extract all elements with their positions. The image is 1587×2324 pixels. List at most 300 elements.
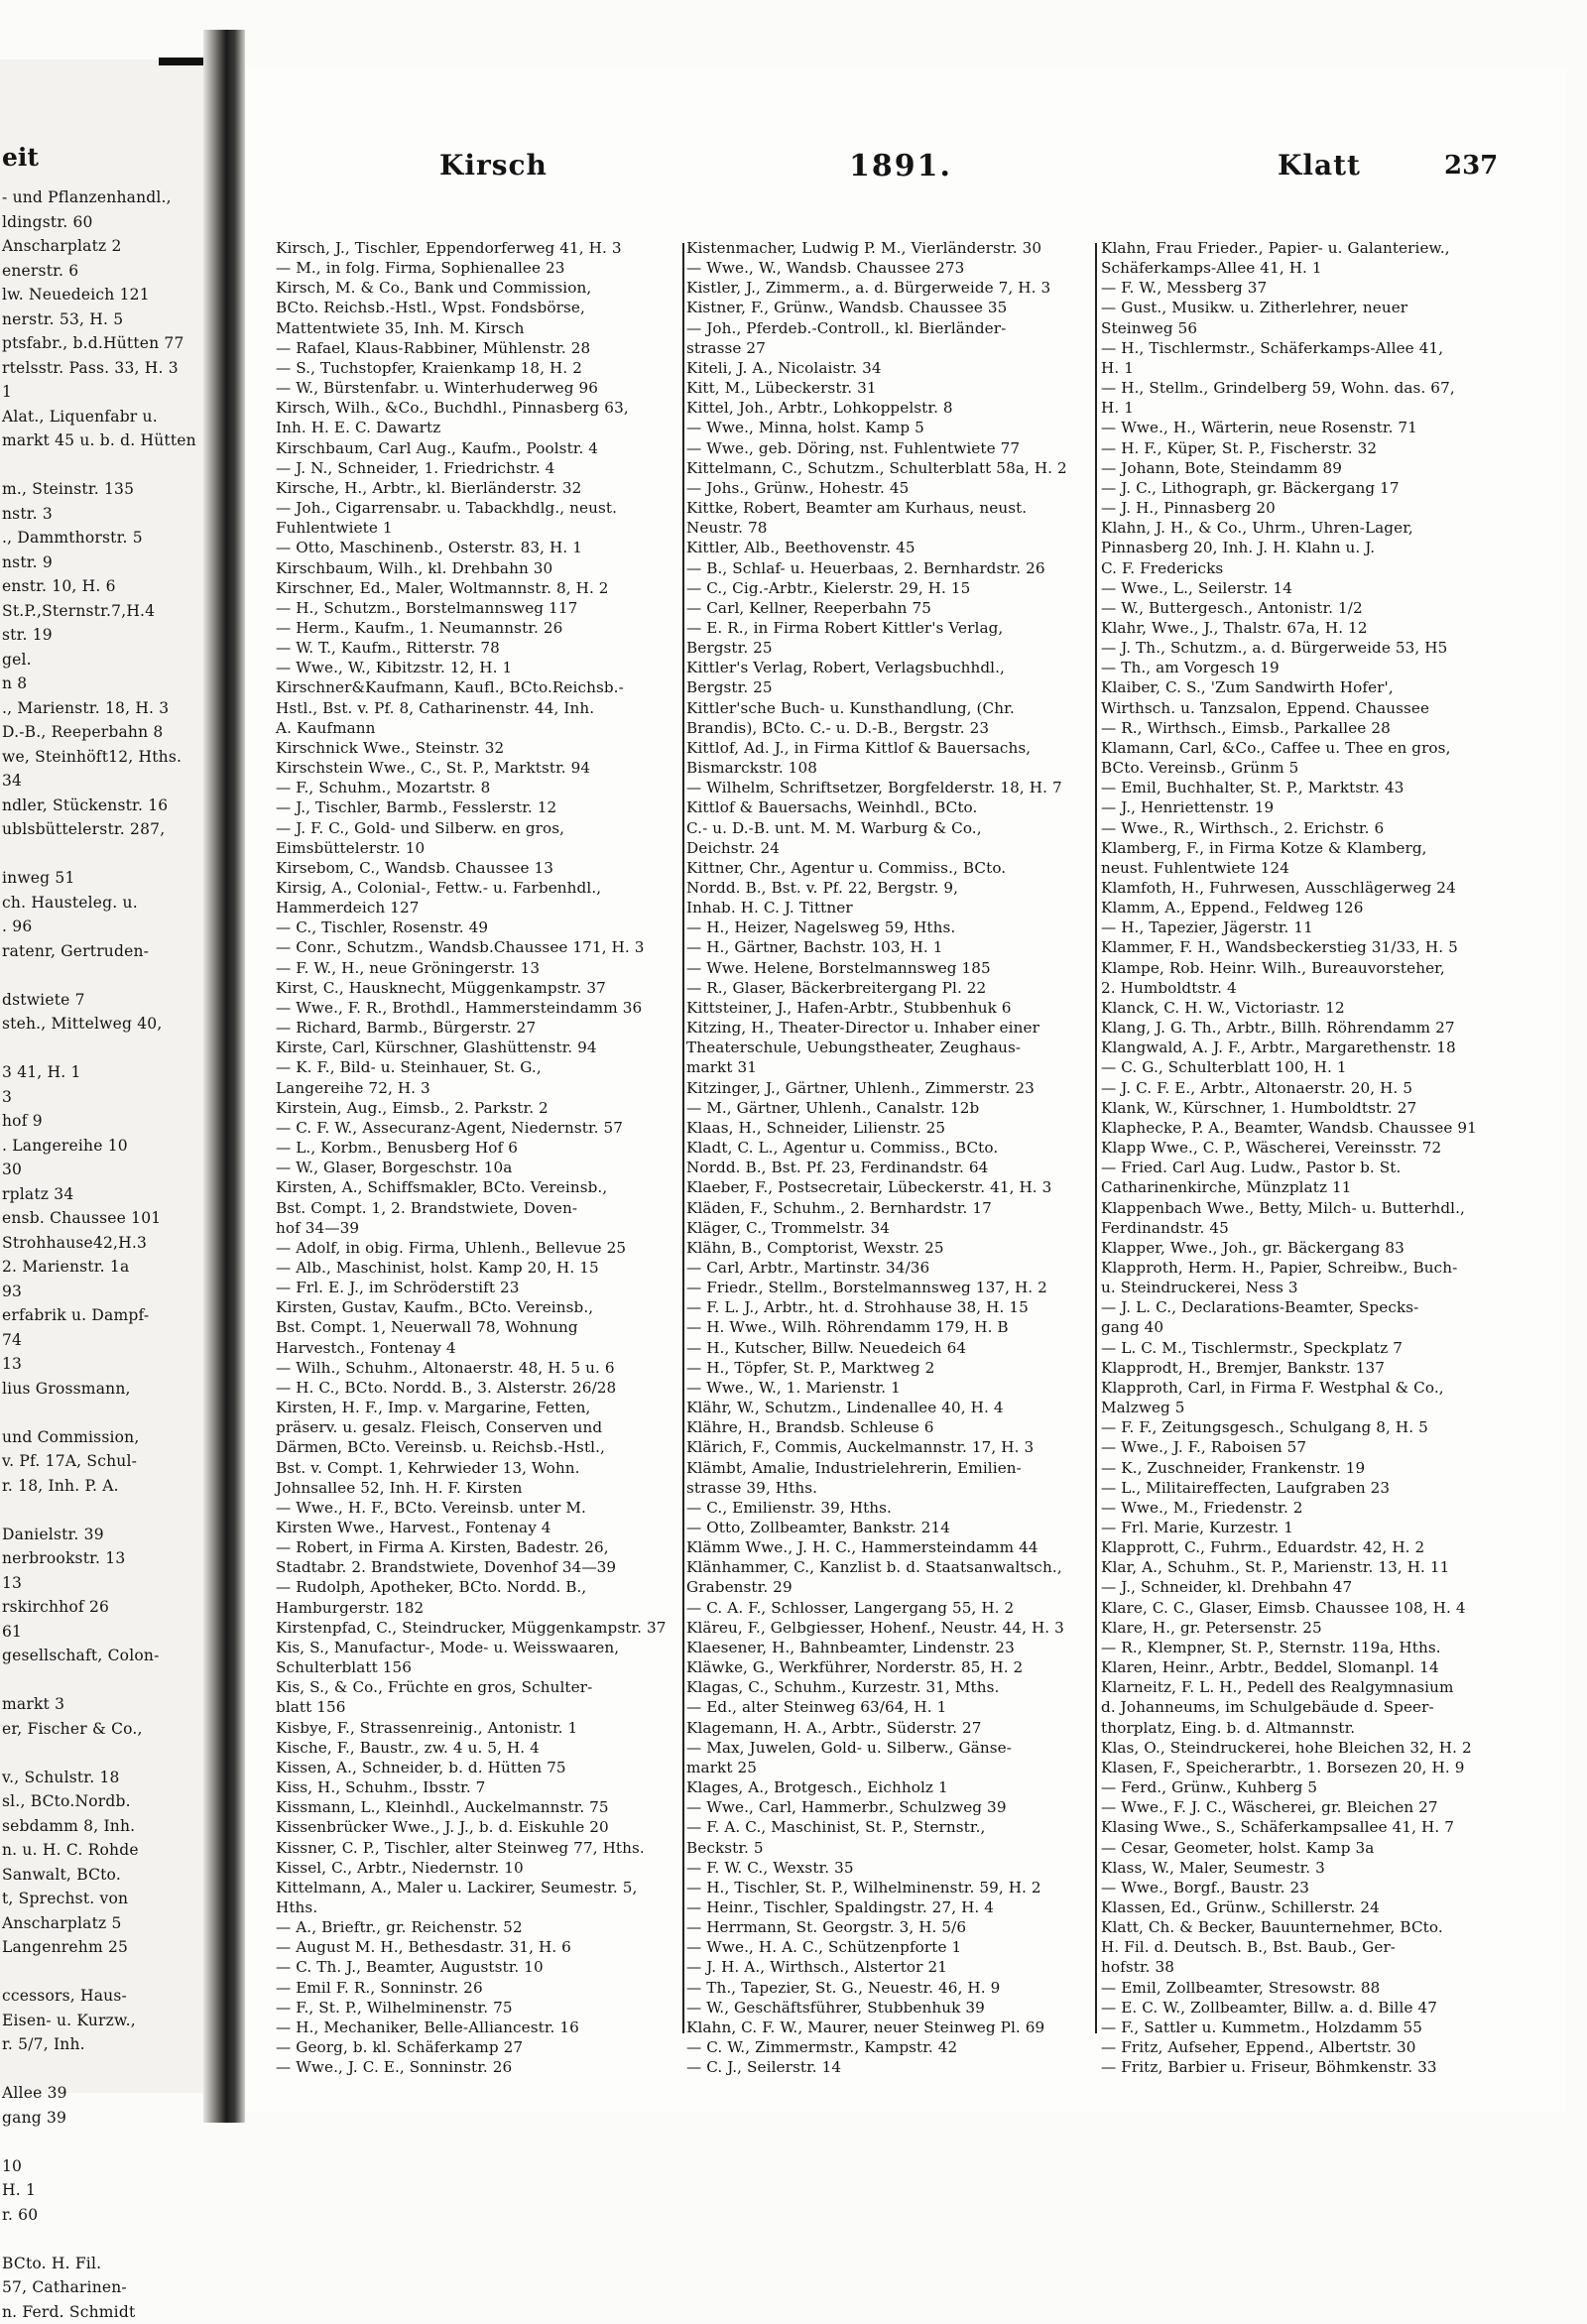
directory-entry-line: Inhab. H. C. J. Tittner — [686, 898, 1091, 917]
directory-entry-line: Klages, A., Brotgesch., Eichholz 1 — [686, 1777, 1091, 1797]
book-gutter — [203, 30, 245, 2123]
directory-entry-line: — W., Glaser, Borgeschstr. 10a — [276, 1158, 682, 1177]
directory-entry-line: Johnsallee 52, Inh. H. F. Kirsten — [276, 1478, 682, 1498]
directory-entry-line: — Conr., Schutzm., Wandsb.Chaussee 171, H. 3 — [276, 937, 682, 957]
directory-entry-line: Klapprott, C., Fuhrm., Eduardstr. 42, H. 2 — [1101, 1537, 1533, 1557]
directory-entry-line: — W. T., Kaufm., Ritterstr. 78 — [276, 638, 682, 658]
directory-entry-line: — J. N., Schneider, 1. Friedrichstr. 4 — [276, 458, 682, 478]
directory-entry-line: — Wwe., J. F., Raboisen 57 — [1101, 1437, 1533, 1457]
directory-entry-line: H. 1 — [1101, 358, 1533, 378]
facing-page-line: ratenr, Gertruden- — [2, 939, 200, 964]
directory-entry-line: H. Fil. d. Deutsch. B., Bst. Baub., Ger- — [1101, 1937, 1533, 1957]
directory-entry-line: Kittlof & Bauersachs, Weinhdl., BCto. — [686, 797, 1091, 817]
directory-entry-line: — H., Kutscher, Billw. Neuedeich 64 — [686, 1338, 1091, 1358]
directory-entry-line: Fuhlentwiete 1 — [276, 518, 682, 538]
directory-entry-line: Kittlof, Ad. J., in Firma Kittlof & Bauersachs, — [686, 738, 1091, 758]
facing-page-line: 57, Catharinen- — [2, 2275, 200, 2300]
facing-page-line — [2, 963, 200, 988]
directory-entry-line: — H., Heizer, Nagelsweg 59, Hths. — [686, 917, 1091, 937]
directory-entry-line: — C., Cig.-Arbtr., Kielerstr. 29, H. 15 — [686, 578, 1091, 598]
directory-entry-line: Klahn, Frau Frieder., Papier- u. Galanteriew., — [1101, 238, 1533, 258]
directory-entry-line: Klamm, A., Eppend., Feldweg 126 — [1101, 898, 1533, 917]
directory-entry-line: — Wwe., W., Kibitzstr. 12, H. 1 — [276, 658, 682, 677]
facing-page-line: lius Grossmann, — [2, 1377, 200, 1402]
directory-entry-line: — W., Buttergesch., Antonistr. 1/2 — [1101, 598, 1533, 618]
directory-entry-line: — J., Schneider, kl. Drehbahn 47 — [1101, 1577, 1533, 1597]
directory-entry-line: Hamburgerstr. 182 — [276, 1598, 682, 1618]
directory-entry-line: Grabenstr. 29 — [686, 1577, 1091, 1597]
facing-page-line: ldingstr. 60 — [2, 210, 200, 235]
facing-page-line: enstr. 10, H. 6 — [2, 574, 200, 599]
facing-page-line — [2, 1960, 200, 1985]
directory-entry-line: — Wwe., Carl, Hammerbr., Schulzweg 39 — [686, 1797, 1091, 1817]
facing-page-line: 74 — [2, 1328, 200, 1353]
directory-entry-line: — Wwe., L., Seilerstr. 14 — [1101, 578, 1533, 598]
facing-page-line — [2, 453, 200, 478]
facing-page-line: ccessors, Haus- — [2, 1984, 200, 2009]
facing-page-line: 13 — [2, 1352, 200, 1377]
directory-entry-line: — Wilh., Schuhm., Altonaerstr. 48, H. 5 u. 6 — [276, 1358, 682, 1378]
directory-entry-line: Kis, S., & Co., Früchte en gros, Schulter- — [276, 1677, 682, 1697]
directory-entry-line: — F., St. P., Wilhelminenstr. 75 — [276, 1998, 682, 2018]
directory-entry-line: Kirsch, Wilh., &Co., Buchdhl., Pinnasberg 63, — [276, 398, 682, 418]
directory-entry-line: Klagas, C., Schuhm., Kurzestr. 31, Mths. — [686, 1677, 1091, 1697]
directory-entry-line: — F. W., Messberg 37 — [1101, 278, 1533, 298]
directory-entry-line: — W., Bürstenfabr. u. Winterhuderweg 96 — [276, 378, 682, 398]
directory-entry-line: — W., Geschäftsführer, Stubbenhuk 39 — [686, 1998, 1091, 2018]
directory-entry-line: markt 31 — [686, 1057, 1091, 1077]
directory-entry-line: — F., Schuhm., Mozartstr. 8 — [276, 778, 682, 797]
facing-page-line: D.-B., Reeperbahn 8 — [2, 720, 200, 745]
directory-column-1 — [276, 238, 682, 2077]
directory-entry-line: — Wwe., Minna, holst. Kamp 5 — [686, 418, 1091, 437]
facing-page-line: Anscharplatz 5 — [2, 1911, 200, 1936]
facing-page-line — [2, 2227, 200, 2252]
facing-page-line: dstwiete 7 — [2, 988, 200, 1013]
facing-page-line: str. 19 — [2, 623, 200, 648]
directory-entry-line: Klähre, H., Brandsb. Schleuse 6 — [686, 1417, 1091, 1437]
directory-entry-line: Kirschnick Wwe., Steinstr. 32 — [276, 738, 682, 758]
directory-entry-line: Hammerdeich 127 — [276, 898, 682, 917]
page-header — [246, 149, 1535, 196]
directory-entry-line: — R., Glaser, Bäckerbreitergang Pl. 22 — [686, 978, 1091, 998]
facing-page-line: erfabrik u. Dampf- — [2, 1303, 200, 1328]
directory-entry-line: Bergstr. 25 — [686, 638, 1091, 658]
directory-entry-line: Klapper, Wwe., Joh., gr. Bäckergang 83 — [1101, 1238, 1533, 1258]
directory-entry-line: Kittelmann, A., Maler u. Lackirer, Seumestr. 5, — [276, 1878, 682, 1897]
facing-page-line: ., Dammthorstr. 5 — [2, 526, 200, 550]
facing-page-header: eit — [2, 143, 200, 172]
directory-entry-line: Klamfoth, H., Fuhrwesen, Ausschlägerweg 24 — [1101, 878, 1533, 898]
facing-page-line: we, Steinhöft12, Hths. — [2, 745, 200, 770]
facing-page-line: 30 — [2, 1158, 200, 1182]
facing-page-line: ., Marienstr. 18, H. 3 — [2, 696, 200, 721]
directory-entry-line: — Heinr., Tischler, Spaldingstr. 27, H. 4 — [686, 1897, 1091, 1917]
directory-entry-line: Kissen, A., Schneider, b. d. Hütten 75 — [276, 1758, 682, 1777]
facing-page-line — [2, 1498, 200, 1523]
directory-entry-line: — Wwe., Borgf., Baustr. 23 — [1101, 1878, 1533, 1897]
directory-entry-line: Kläwke, G., Werkführer, Norderstr. 85, H. 2 — [686, 1657, 1091, 1677]
facing-page-column — [2, 131, 200, 2324]
directory-entry-line: Kirstenpfad, C., Steindrucker, Müggenkampstr. 37 — [276, 1618, 682, 1638]
directory-entry-line: Klassen, Ed., Grünw., Schillerstr. 24 — [1101, 1897, 1533, 1917]
directory-entry-line: Klaas, H., Schneider, Lilienstr. 25 — [686, 1118, 1091, 1138]
directory-entry-line: Kitzing, H., Theater-Director u. Inhaber einer — [686, 1018, 1091, 1038]
facing-page-line: nerbrookstr. 13 — [2, 1546, 200, 1571]
facing-page-line: Allee 39 — [2, 2081, 200, 2106]
directory-entry-line: Klar, A., Schuhm., St. P., Marienstr. 13, H. 11 — [1101, 1557, 1533, 1577]
directory-entry-line: Klämbt, Amalie, Industrielehrerin, Emilien- — [686, 1458, 1091, 1478]
directory-entry-line: Kirsig, A., Colonial-, Fettw.- u. Farbenhdl., — [276, 878, 682, 898]
facing-page-line: r. 5/7, Inh. — [2, 2032, 200, 2057]
directory-entry-line: — B., Schlaf- u. Heuerbaas, 2. Bernhardstr. 26 — [686, 558, 1091, 578]
directory-entry-line: Klapprodt, H., Bremjer, Bankstr. 137 — [1101, 1358, 1533, 1378]
directory-entry-line: Kirsten, H. F., Imp. v. Margarine, Fetten, — [276, 1398, 682, 1417]
directory-entry-line: — Robert, in Firma A. Kirsten, Badestr. 26, — [276, 1537, 682, 1557]
facing-page-line: Eisen- u. Kurzw., — [2, 2009, 200, 2033]
facing-page-line: Sanwalt, BCto. — [2, 1863, 200, 1888]
facing-page-line: 61 — [2, 1620, 200, 1645]
directory-entry-line: Bismarckstr. 108 — [686, 758, 1091, 778]
directory-entry-line: Klanck, C. H. W., Victoriastr. 12 — [1101, 998, 1533, 1018]
facing-page-line: nerstr. 53, H. 5 — [2, 307, 200, 332]
directory-entry-line: — J., Tischler, Barmb., Fesslerstr. 12 — [276, 797, 682, 817]
directory-entry-line: Deichstr. 24 — [686, 838, 1091, 858]
directory-entry-line: Langereihe 72, H. 3 — [276, 1078, 682, 1098]
directory-entry-line: — C. Th. J., Beamter, Auguststr. 10 — [276, 1957, 682, 1977]
directory-entry-line: — R., Klempner, St. P., Sternstr. 119a, Hths. — [1101, 1638, 1533, 1657]
directory-entry-line: — Gust., Musikw. u. Zitherlehrer, neuer — [1101, 298, 1533, 317]
facing-page-line: sebdamm 8, Inh. — [2, 1814, 200, 1839]
facing-page-line: gang 39 — [2, 2106, 200, 2131]
directory-entry-line: Kittsteiner, J., Hafen-Arbtr., Stubbenhuk 6 — [686, 998, 1091, 1018]
directory-entry-line: Klatt, Ch. & Becker, Bauunternehmer, BCto. — [1101, 1917, 1533, 1937]
directory-entry-line: Bst. Compt. 1, 2. Brandstwiete, Doven- — [276, 1198, 682, 1218]
directory-entry-line: — Johs., Grünw., Hohestr. 45 — [686, 478, 1091, 498]
facing-page-line: . 96 — [2, 915, 200, 939]
directory-entry-line: — A., Brieftr., gr. Reichenstr. 52 — [276, 1917, 682, 1937]
directory-entry-line: — Fried. Carl Aug. Ludw., Pastor b. St. — [1101, 1158, 1533, 1177]
facing-page-line — [2, 1401, 200, 1425]
directory-entry-line: Ferdinandstr. 45 — [1101, 1218, 1533, 1238]
directory-entry-line: BCto. Vereinsb., Grünm 5 — [1101, 758, 1533, 778]
facing-page-line: n 8 — [2, 672, 200, 696]
directory-entry-line: Kladt, C. L., Agentur u. Commiss., BCto. — [686, 1138, 1091, 1158]
directory-entry-line: Kirschbaum, Wilh., kl. Drehbahn 30 — [276, 558, 682, 578]
directory-entry-line: hof 34—39 — [276, 1218, 682, 1238]
directory-entry-line: — H., Tapezier, Jägerstr. 11 — [1101, 917, 1533, 937]
directory-entry-line: Klämm Wwe., J. H. C., Hammersteindamm 44 — [686, 1537, 1091, 1557]
directory-entry-line: — J. L. C., Declarations-Beamter, Specks- — [1101, 1297, 1533, 1317]
directory-entry-line: — J., Henriettenstr. 19 — [1101, 797, 1533, 817]
directory-entry-line: Kiss, H., Schuhm., Ibsstr. 7 — [276, 1777, 682, 1797]
directory-entry-line: Kläden, F., Schuhm., 2. Bernhardstr. 17 — [686, 1198, 1091, 1218]
facing-page-line: und Commission, — [2, 1425, 200, 1450]
directory-entry-line: Catharinenkirche, Münzplatz 11 — [1101, 1177, 1533, 1197]
directory-entry-line: Kittner, Chr., Agentur u. Commiss., BCto. — [686, 858, 1091, 878]
directory-entry-line: — K. F., Bild- u. Steinhauer, St. G., — [276, 1057, 682, 1077]
directory-entry-line: Schulterblatt 156 — [276, 1657, 682, 1677]
header-left-word: Kirsch — [439, 149, 548, 182]
directory-entry-line: hofstr. 38 — [1101, 1957, 1533, 1977]
directory-entry-line: Klaren, Heinr., Arbtr., Beddel, Slomanpl. 14 — [1101, 1657, 1533, 1677]
directory-entry-line: Kirsten, Gustav, Kaufm., BCto. Vereinsb., — [276, 1297, 682, 1317]
directory-entry-line: u. Steindruckerei, Ness 3 — [1101, 1278, 1533, 1297]
directory-entry-line: Eimsbüttelerstr. 10 — [276, 838, 682, 858]
facing-page-line: ensb. Chaussee 101 — [2, 1206, 200, 1231]
directory-entry-line: Kistner, F., Grünw., Wandsb. Chaussee 35 — [686, 298, 1091, 317]
directory-entry-line: Klärich, F., Commis, Auckelmannstr. 17, H. 3 — [686, 1437, 1091, 1457]
directory-entry-line: — L., Militaireffecten, Laufgraben 23 — [1101, 1478, 1533, 1498]
directory-entry-line: — J. C., Lithograph, gr. Bäckergang 17 — [1101, 478, 1533, 498]
directory-entry-line: thorplatz, Eing. b. d. Altmannstr. — [1101, 1718, 1533, 1738]
directory-entry-line: — H., Mechaniker, Belle-Alliancestr. 16 — [276, 2018, 682, 2037]
directory-entry-line: Kittler's Verlag, Robert, Verlagsbuchhdl., — [686, 658, 1091, 677]
facing-page-line: m., Steinstr. 135 — [2, 477, 200, 502]
directory-entry-line: BCto. Reichsb.-Hstl., Wpst. Fondsbörse, — [276, 298, 682, 317]
facing-page-line: 3 41, H. 1 — [2, 1060, 200, 1085]
header-year: 1891. — [849, 149, 952, 183]
directory-entry-line: — Friedr., Stellm., Borstelmannsweg 137, H. 2 — [686, 1278, 1091, 1297]
directory-entry-line: — Cesar, Geometer, holst. Kamp 3a — [1101, 1838, 1533, 1858]
facing-page-line: 1 — [2, 380, 200, 405]
facing-page-line: . Langereihe 10 — [2, 1134, 200, 1159]
directory-entry-line: — Wwe., H. F., BCto. Vereinsb. unter M. — [276, 1498, 682, 1518]
facing-page-line: ndler, Stückenstr. 16 — [2, 794, 200, 818]
directory-entry-line: Kisbye, F., Strassenreinig., Antonistr. 1 — [276, 1718, 682, 1738]
directory-entry-line: — Emil, Zollbeamter, Stresowstr. 88 — [1101, 1978, 1533, 1998]
directory-entry-line: — August M. H., Bethesdastr. 31, H. 6 — [276, 1937, 682, 1957]
directory-entry-line: Kirsche, H., Arbtr., kl. Bierländerstr. 32 — [276, 478, 682, 498]
facing-page-line: 93 — [2, 1280, 200, 1304]
directory-entry-line: — H., Stellm., Grindelberg 59, Wohn. das. 67, — [1101, 378, 1533, 398]
directory-entry-line: — Johann, Bote, Steindamm 89 — [1101, 458, 1533, 478]
directory-entry-line: Klaphecke, P. A., Beamter, Wandsb. Chaussee 91 — [1101, 1118, 1533, 1138]
directory-entry-line: — J. H., Pinnasberg 20 — [1101, 498, 1533, 518]
directory-entry-line: Kissner, C. P., Tischler, alter Steinweg 77, Hths. — [276, 1838, 682, 1858]
directory-entry-line: Stadtabr. 2. Brandstwiete, Dovenhof 34—39 — [276, 1557, 682, 1577]
directory-entry-line: — Frl. Marie, Kurzestr. 1 — [1101, 1518, 1533, 1537]
directory-entry-line: — Fritz, Barbier u. Friseur, Böhmkenstr. 33 — [1101, 2057, 1533, 2077]
directory-entry-line: A. Kaufmann — [276, 718, 682, 738]
directory-entry-line: Därmen, BCto. Vereinsb. u. Reichsb.-Hstl., — [276, 1437, 682, 1457]
directory-entry-line: — Wwe., M., Friedenstr. 2 — [1101, 1498, 1533, 1518]
directory-entry-line: Hths. — [276, 1897, 682, 1917]
directory-entry-line: — Wwe., H., Wärterin, neue Rosenstr. 71 — [1101, 418, 1533, 437]
directory-entry-line: präserv. u. gesalz. Fleisch, Conserven und — [276, 1417, 682, 1437]
directory-entry-line: Wirthsch. u. Tanzsalon, Eppend. Chaussee — [1101, 698, 1533, 718]
facing-page-line: r. 60 — [2, 2203, 200, 2228]
directory-entry-line: — H., Tischler, St. P., Wilhelminenstr. 59, H. 2 — [686, 1878, 1091, 1897]
directory-entry-line: strasse 39, Hths. — [686, 1478, 1091, 1498]
directory-entry-line: — Max, Juwelen, Gold- u. Silberw., Gänse- — [686, 1738, 1091, 1758]
directory-entry-line: — Th., Tapezier, St. G., Neuestr. 46, H. 9 — [686, 1978, 1091, 1998]
directory-entry-line: Klass, W., Maler, Seumestr. 3 — [1101, 1858, 1533, 1878]
directory-entry-line: Kistler, J., Zimmerm., a. d. Bürgerweide 7, H. 3 — [686, 278, 1091, 298]
directory-entry-line: Klas, O., Steindruckerei, hohe Bleichen 32, H. 2 — [1101, 1738, 1533, 1758]
directory-entry-line: Klasing Wwe., S., Schäferkampsallee 41, H. 7 — [1101, 1817, 1533, 1837]
directory-entry-line: — H. Wwe., Wilh. Röhrendamm 179, H. B — [686, 1317, 1091, 1337]
directory-entry-line: Klahn, C. F. W., Maurer, neuer Steinweg Pl. 69 — [686, 2018, 1091, 2037]
directory-entry-line: Kirsch, M. & Co., Bank und Commission, — [276, 278, 682, 298]
directory-entry-line: Klaesener, H., Bahnbeamter, Lindenstr. 23 — [686, 1638, 1091, 1657]
directory-entry-line: Kläreu, F., Gelbgiesser, Hohenf., Neustr. 44, H. 3 — [686, 1618, 1091, 1638]
directory-entry-line: — C. G., Schulterblatt 100, H. 1 — [1101, 1057, 1533, 1077]
directory-entry-line: — Wwe., R., Wirthsch., 2. Erichstr. 6 — [1101, 818, 1533, 838]
facing-page-line: lw. Neuedeich 121 — [2, 283, 200, 307]
facing-page-line — [2, 1037, 200, 1061]
facing-page-line: nstr. 3 — [2, 502, 200, 527]
directory-entry-line: Kittelmann, C., Schutzm., Schulterblatt 58a, H. 2 — [686, 458, 1091, 478]
directory-entry-line: — Frl. E. J., im Schröderstift 23 — [276, 1278, 682, 1297]
directory-entry-line: — C. F. W., Assecuranz-Agent, Niedernstr. 57 — [276, 1118, 682, 1138]
directory-column-2 — [686, 238, 1091, 2077]
directory-entry-line: — Otto, Maschinenb., Osterstr. 83, H. 1 — [276, 538, 682, 557]
facing-page-line — [2, 842, 200, 867]
directory-entry-line: H. 1 — [1101, 398, 1533, 418]
directory-entry-line: — Ferd., Grünw., Kuhberg 5 — [1101, 1777, 1533, 1797]
directory-entry-line: Kissenbrücker Wwe., J. J., b. d. Eiskuhle 20 — [276, 1817, 682, 1837]
facing-page-line: nstr. 9 — [2, 550, 200, 575]
directory-entry-line: Kistenmacher, Ludwig P. M., Vierländerstr. 30 — [686, 238, 1091, 258]
directory-entry-line: — C. W., Zimmermstr., Kampstr. 42 — [686, 2037, 1091, 2057]
directory-entry-line: Klammer, F. H., Wandsbeckerstieg 31/33, H. 5 — [1101, 937, 1533, 957]
directory-entry-line: — F. W., H., neue Gröningerstr. 13 — [276, 958, 682, 978]
directory-entry-line: — Wwe., F. R., Brothdl., Hammersteindamm 36 — [276, 998, 682, 1018]
directory-entry-line: Kirsten Wwe., Harvest., Fontenay 4 — [276, 1518, 682, 1537]
directory-entry-line: Kittke, Robert, Beamter am Kurhaus, neust. — [686, 498, 1091, 518]
directory-entry-line: — Herrmann, St. Georgstr. 3, H. 5/6 — [686, 1917, 1091, 1937]
directory-entry-line: — Wilhelm, Schriftsetzer, Borgfelderstr. 18, H. 7 — [686, 778, 1091, 797]
facing-page-line: markt 3 — [2, 1692, 200, 1717]
directory-entry-line: Klang, J. G. Th., Arbtr., Billh. Röhrendamm 27 — [1101, 1018, 1533, 1038]
facing-page-line: er, Fischer & Co., — [2, 1717, 200, 1742]
directory-entry-line: Kirschstein Wwe., C., St. P., Marktstr. 94 — [276, 758, 682, 778]
facing-page-line: sl., BCto.Nordb. — [2, 1789, 200, 1814]
directory-entry-line: Schäferkamps-Allee 41, H. 1 — [1101, 258, 1533, 278]
directory-entry-line: — F. W. C., Wexstr. 35 — [686, 1858, 1091, 1878]
facing-page-line: Alat., Liquenfabr u. — [2, 405, 200, 429]
directory-entry-line: — H., Gärtner, Bachstr. 103, H. 1 — [686, 937, 1091, 957]
directory-entry-line: strasse 27 — [686, 338, 1091, 358]
facing-page-line: ublsbüttelerstr. 287, — [2, 817, 200, 842]
directory-entry-line: Mattentwiete 35, Inh. M. Kirsch — [276, 318, 682, 338]
directory-entry-line: 2. Humboldtstr. 4 — [1101, 978, 1533, 998]
directory-entry-line: — H., Tischlermstr., Schäferkamps-Allee 41, — [1101, 338, 1533, 358]
header-right-word: Klatt — [1278, 149, 1361, 182]
facing-page-line: gel. — [2, 648, 200, 673]
directory-entry-line: Bergstr. 25 — [686, 677, 1091, 697]
directory-entry-line: Kirschbaum, Carl Aug., Kaufm., Poolstr. 4 — [276, 438, 682, 458]
directory-entry-line: Klappenbach Wwe., Betty, Milch- u. Butterhdl., — [1101, 1198, 1533, 1218]
facing-page-line: t, Sprechst. von — [2, 1887, 200, 1911]
directory-entry-line: Kitt, M., Lübeckerstr. 31 — [686, 378, 1091, 398]
facing-page-line: n. u. H. C. Rohde — [2, 1838, 200, 1863]
directory-entry-line: Neustr. 78 — [686, 518, 1091, 538]
directory-entry-line: Kläger, C., Trommelstr. 34 — [686, 1218, 1091, 1238]
directory-entry-line: Klampe, Rob. Heinr. Wilh., Bureauvorsteher, — [1101, 958, 1533, 978]
facing-page-line: r. 18, Inh. P. A. — [2, 1474, 200, 1499]
directory-entry-line: — Carl, Arbtr., Martinstr. 34/36 — [686, 1258, 1091, 1278]
directory-entry-line: Klare, C. C., Glaser, Eimsb. Chaussee 108, H. 4 — [1101, 1598, 1533, 1618]
directory-entry-line: — Wwe., J. C. E., Sonninstr. 26 — [276, 2057, 682, 2077]
directory-entry-line: — Emil, Buchhalter, St. P., Marktstr. 43 — [1101, 778, 1533, 797]
directory-entry-line: — Emil F. R., Sonninstr. 26 — [276, 1978, 682, 1998]
directory-entry-line: Klamberg, F., in Firma Kotze & Klamberg, — [1101, 838, 1533, 858]
facing-page-line: Anscharplatz 2 — [2, 234, 200, 259]
page-number: 237 — [1444, 151, 1498, 181]
directory-entry-line: Klank, W., Kürschner, 1. Humboldtstr. 27 — [1101, 1098, 1533, 1118]
facing-page-line: enerstr. 6 — [2, 259, 200, 284]
facing-page-line: steh., Mittelweg 40, — [2, 1012, 200, 1037]
directory-entry-line: — H., Töpfer, St. P., Marktweg 2 — [686, 1358, 1091, 1378]
column-rule — [1095, 243, 1097, 2033]
directory-entry-line: Kiteli, J. A., Nicolaistr. 34 — [686, 358, 1091, 378]
facing-page-line: BCto. H. Fil. — [2, 2252, 200, 2276]
facing-page-line — [2, 2130, 200, 2154]
facing-page-line — [2, 1741, 200, 1766]
directory-entry-line: Kissel, C., Arbtr., Niedernstr. 10 — [276, 1858, 682, 1878]
directory-entry-line: markt 25 — [686, 1758, 1091, 1777]
directory-entry-line: Klamann, Carl, &Co., Caffee u. Thee en gros, — [1101, 738, 1533, 758]
directory-entry-line: Kirsten, A., Schiffsmakler, BCto. Vereinsb., — [276, 1177, 682, 1197]
facing-page-line: H. 1 — [2, 2178, 200, 2203]
directory-entry-line: — Joh., Pferdeb.-Controll., kl. Bierländer- — [686, 318, 1091, 338]
directory-entry-line: Malzweg 5 — [1101, 1398, 1533, 1417]
directory-page — [246, 69, 1565, 2113]
directory-entry-line: — L., Korbm., Benusberg Hof 6 — [276, 1138, 682, 1158]
facing-page-line: Danielstr. 39 — [2, 1523, 200, 1547]
directory-entry-line: — F. A. C., Maschinist, St. P., Sternstr., — [686, 1817, 1091, 1837]
directory-entry-line: — J. C. F. E., Arbtr., Altonaerstr. 20, H. 5 — [1101, 1078, 1533, 1098]
directory-entry-line: — Otto, Zollbeamter, Bankstr. 214 — [686, 1518, 1091, 1537]
directory-entry-line: Kis, S., Manufactur-, Mode- u. Weisswaaren, — [276, 1638, 682, 1657]
directory-entry-line: — M., in folg. Firma, Sophienallee 23 — [276, 258, 682, 278]
directory-entry-line: — Rafael, Klaus-Rabbiner, Mühlenstr. 28 — [276, 338, 682, 358]
directory-entry-line: Klähr, W., Schutzm., Lindenallee 40, H. 4 — [686, 1398, 1091, 1417]
facing-page-line — [2, 2057, 200, 2082]
directory-entry-line: — L. C. M., Tischlermstr., Speckplatz 7 — [1101, 1338, 1533, 1358]
directory-entry-line: Klapp Wwe., C. P., Wäscherei, Vereinsstr. 72 — [1101, 1138, 1533, 1158]
directory-entry-line: — Rudolph, Apotheker, BCto. Nordd. B., — [276, 1577, 682, 1597]
directory-entry-line: Klähn, B., Comptorist, Wexstr. 25 — [686, 1238, 1091, 1258]
directory-entry-line: Hstl., Bst. v. Pf. 8, Catharinenstr. 44, Inh. — [276, 698, 682, 718]
directory-entry-line: Nordd. B., Bst. v. Pf. 22, Bergstr. 9, — [686, 878, 1091, 898]
facing-page — [0, 60, 203, 2093]
directory-entry-line: — Wwe., W., Wandsb. Chaussee 273 — [686, 258, 1091, 278]
directory-entry-line: — H., Schutzm., Borstelmannsweg 117 — [276, 598, 682, 618]
directory-entry-line: Kirste, Carl, Kürschner, Glashüttenstr. 94 — [276, 1038, 682, 1057]
directory-entry-line: — J. H. A., Wirthsch., Alstertor 21 — [686, 1957, 1091, 1977]
directory-entry-line: C. F. Fredericks — [1101, 558, 1533, 578]
directory-entry-line: Kittel, Joh., Arbtr., Lohkoppelstr. 8 — [686, 398, 1091, 418]
directory-entry-line: — Alb., Maschinist, holst. Kamp 20, H. 15 — [276, 1258, 682, 1278]
directory-entry-line: — Ed., alter Steinweg 63/64, H. 1 — [686, 1697, 1091, 1717]
facing-page-line: v., Schulstr. 18 — [2, 1766, 200, 1790]
directory-entry-line: Klapproth, Herm. H., Papier, Schreibw., Buch- — [1101, 1258, 1533, 1278]
directory-entry-line: Inh. H. E. C. Dawartz — [276, 418, 682, 437]
directory-entry-line: — F. L. J., Arbtr., ht. d. Strohhause 38, H. 15 — [686, 1297, 1091, 1317]
directory-entry-line: Klare, H., gr. Petersenstr. 25 — [1101, 1618, 1533, 1638]
facing-page-line: inweg 51 — [2, 866, 200, 891]
directory-entry-line: Klaeber, F., Postsecretair, Lübeckerstr. 41, H. 3 — [686, 1177, 1091, 1197]
directory-entry-line: Harvestch., Fontenay 4 — [276, 1338, 682, 1358]
directory-entry-line: — Fritz, Aufseher, Eppend., Albertstr. 30 — [1101, 2037, 1533, 2057]
facing-page-line: St.P.,Sternstr.7,H.4 — [2, 599, 200, 624]
directory-entry-line: — Richard, Barmb., Bürgerstr. 27 — [276, 1018, 682, 1038]
facing-page-line: 34 — [2, 769, 200, 794]
directory-entry-line: d. Johanneums, im Schulgebäude d. Speer- — [1101, 1697, 1533, 1717]
